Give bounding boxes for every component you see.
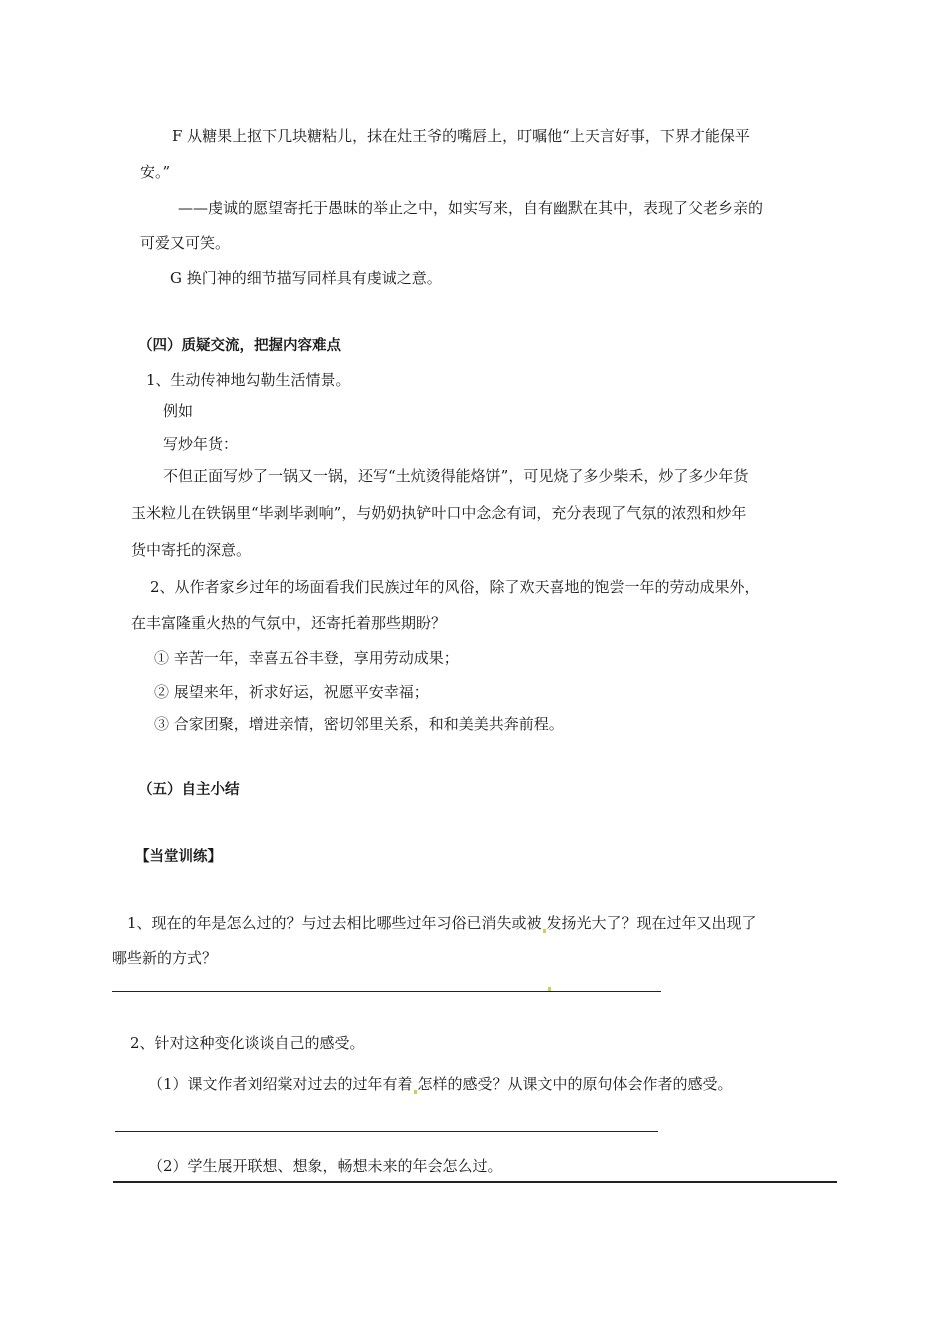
comment-line1: ——虔诚的愿望寄托于愚昧的举止之中，如实写来，自有幽默在其中，表现了父老乡亲的: [178, 199, 764, 217]
paragraph-f-line2: 安。”: [140, 163, 171, 181]
section4-item2-line1: 2、从作者家乡过年的场面看我们民族过年的风俗，除了欢天喜地的饱尝一年的劳动成果外，: [150, 578, 760, 596]
paragraph-f-line1: F 从糖果上抠下几块糖粘儿，抹在灶王爷的嘴唇上，叮嘱他“上天言好事，下界才能保平: [172, 127, 750, 145]
question2-sub2: （2）学生展开联想、想象，畅想未来的年会怎么过。: [148, 1157, 503, 1175]
question1-line1-part-b: 发扬光大了？现在过年又出现了: [546, 914, 757, 932]
edit-marker-icon: [543, 929, 546, 933]
section4-paragraph-line2: 玉米粒儿在铁锅里“毕剥毕剥响”，与奶奶执铲叶口中念念有词，充分表现了气氛的浓烈和炒年: [131, 504, 747, 522]
comment-line2: 可爱又可笑。: [140, 234, 231, 252]
practice-heading: 【当堂训练】: [135, 849, 222, 865]
section4-item1: 1、生动传神地勾勒生活情景。: [146, 371, 351, 389]
section4-point3: ③ 合家团聚，增进亲情，密切邻里关系，和和美美共奔前程。: [154, 715, 564, 733]
answer-line-1: [112, 991, 661, 992]
question2-sub1-part-b: 怎样的感受？从课文中的原句体会作者的感受。: [417, 1075, 733, 1093]
edit-marker-icon: [548, 987, 551, 991]
section4-item2-line2: 在丰富隆重火热的气氛中，还寄托着那些期盼？: [131, 614, 447, 632]
edit-marker-icon: [414, 1090, 417, 1094]
question2-sub1-part-a: （1）课文作者刘绍棠对过去的过年有着: [148, 1075, 413, 1093]
question2: 2、针对这种变化谈谈自己的感受。: [130, 1034, 365, 1052]
section5-heading: （五）自主小结: [138, 782, 240, 798]
section4-point1: ① 辛苦一年，幸喜五谷丰登，享用劳动成果；: [154, 649, 459, 667]
section4-point2: ② 展望来年，祈求好运，祝愿平安幸福；: [154, 683, 429, 701]
section4-example: 例如: [163, 402, 194, 420]
section4-subhead: 写炒年货：: [163, 435, 239, 453]
question1-line1: [127, 913, 757, 933]
paragraph-g: G 换门神的细节描写同样具有虔诚之意。: [170, 269, 442, 287]
question1-line2: 哪些新的方式？: [112, 949, 218, 967]
section4-paragraph-line3: 货中寄托的深意。: [131, 541, 252, 559]
answer-line-3: [113, 1181, 837, 1183]
section4-heading: （四）质疑交流，把握内容难点: [138, 338, 341, 354]
question2-sub1: [148, 1074, 733, 1094]
section4-paragraph-line1: 不但正面写炒了一锅又一锅，还写“土炕烫得能烙饼”，可见烧了多少柴禾，炒了多少年货: [163, 467, 749, 485]
answer-line-2: [115, 1131, 658, 1132]
question1-line1-part-a: 1、现在的年是怎么过的？与过去相比哪些过年习俗已消失或被: [127, 914, 542, 932]
